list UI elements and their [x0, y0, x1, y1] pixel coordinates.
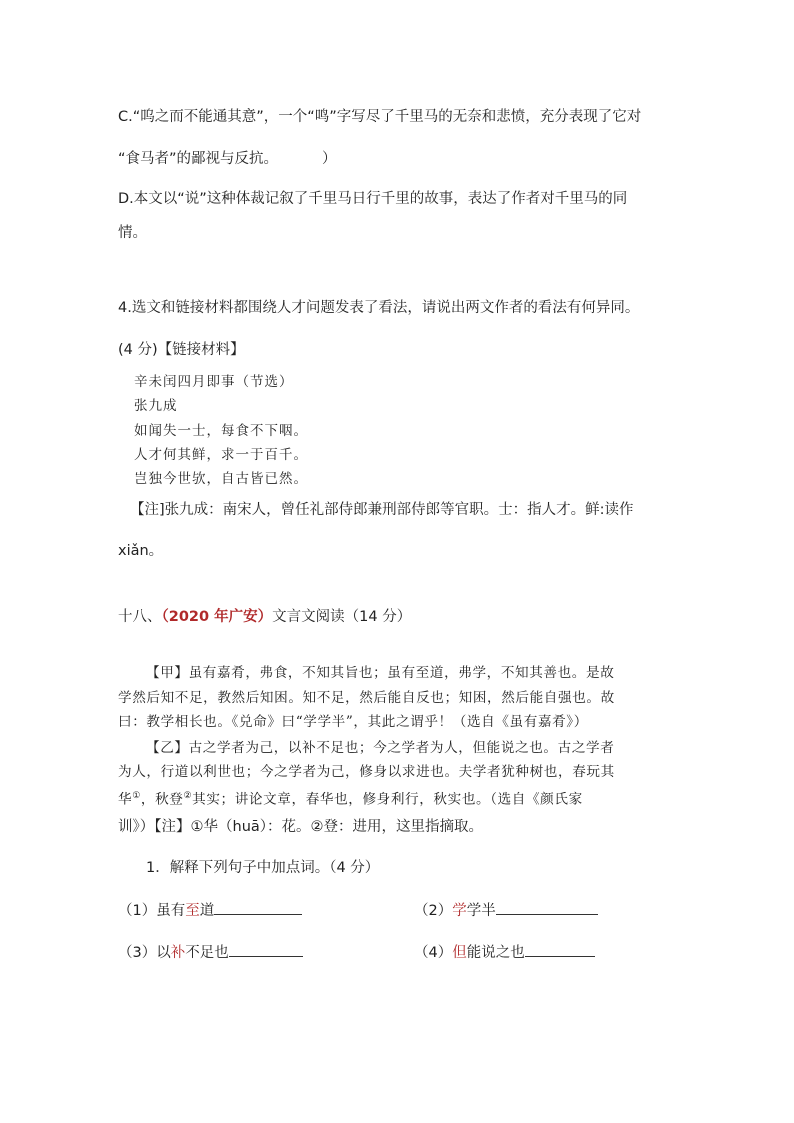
passage-yi-line4: 训》）【注】①华（huā）：花。②登：进用，这里指摘取。 [118, 819, 484, 835]
passage-yi-text-c: 其实；讲论文章，春华也，修身利行，秋实也。（选自《颜氏家 [192, 791, 583, 808]
question-4-line1: 4.选文和链接材料都围绕人才问题发表了看法，请说出两文作者的看法有何异同。 [118, 300, 640, 316]
poem-line-2: 人才何其鲜，求一于百千。 [134, 447, 308, 463]
item-pre-text: 以 [156, 945, 171, 961]
item-key-word: 但 [452, 945, 467, 961]
question-1-item-1 [118, 900, 302, 921]
item-post-text: 不足也 [185, 945, 229, 961]
answer-blank[interactable] [525, 942, 595, 957]
item-post-text: 道 [199, 903, 215, 919]
item-post-text: 学半 [466, 903, 496, 919]
answer-blank[interactable] [214, 900, 302, 915]
poem-author: 张九成 [134, 398, 178, 414]
item-number: （3） [118, 945, 157, 961]
item-key-word: 至 [185, 903, 200, 919]
passage-yi-line2: 为人，行道以利世也；今之学者为己，修身以求进也。夫学者犹种树也，春玩其 [118, 764, 615, 780]
item-post-text: 能说之也 [466, 945, 525, 961]
item-number: （2） [414, 903, 453, 919]
question-1-item-3 [118, 942, 303, 963]
option-c-paren: ） [322, 151, 337, 167]
question-1-item-2 [414, 900, 598, 921]
passage-jia-line2: 学然后知不足，教然后知困。知不足，然后能自反也；知困，然后能自强也。故 [118, 690, 615, 706]
question-1-prompt: 1．解释下列句子中加点词。（4 分） [146, 860, 380, 876]
footnote-marker-2: ② [183, 791, 193, 801]
option-d-line1: D.本文以“说”这种体裁记叙了千里马日行千里的故事，表达了作者对千里马的同 [118, 191, 628, 207]
option-d-line2: 情。 [118, 225, 147, 241]
answer-blank[interactable] [496, 900, 598, 915]
option-c-line1: C.“呜之而不能通其意”，一个“鸣”字写尽了千里马的无奈和悲愤，充分表现了它对 [118, 109, 642, 125]
answer-blank[interactable] [229, 942, 303, 957]
passage-yi-text-b: ，秋登 [140, 791, 184, 808]
section-title: 文言文阅读（14 分） [272, 609, 412, 625]
question-1-item-4 [414, 942, 595, 963]
option-c-text: “食马者”的鄙视与反抗。 [118, 151, 279, 167]
footnote-marker-1: ① [132, 791, 141, 801]
item-key-word: 学 [452, 903, 467, 919]
passage-yi-text-a: 华 [118, 791, 133, 808]
passage-jia-line1: 【甲】虽有嘉肴，弗食，不知其旨也；虽有至道，弗学，不知其善也。是故 [146, 665, 615, 681]
option-c-line2 [118, 149, 337, 169]
note-line1: 【注]张九成：南宋人，曾任礼部侍郎兼刑部侍郎等官职。士：指人才。鲜:读作 [130, 502, 634, 518]
item-key-word: 补 [170, 945, 186, 961]
item-number: （4） [414, 945, 453, 961]
section-number: 十八、 [118, 609, 162, 625]
item-pre-text: 虽有 [156, 903, 186, 919]
passage-yi-line3 [118, 786, 583, 810]
passage-jia-line3: 曰：教学相长也。《兑命》曰“学学半”，其此之谓乎！（选自《虽有嘉肴》） [118, 714, 588, 730]
section-18-heading [118, 607, 411, 627]
question-4-line2: (4 分)【链接材料】 [118, 342, 245, 358]
passage-yi-line1: 【乙】古之学者为己，以补不足也；今之学者为人，但能说之也。古之学者 [146, 740, 615, 756]
poem-title: 辛未闰四月即事（节选） [134, 374, 294, 390]
poem-line-3: 岂独今世欤，自古皆已然。 [134, 471, 308, 487]
note-line2: xiǎn。 [118, 543, 164, 559]
item-number: （1） [118, 903, 157, 919]
poem-line-1: 如闻失一士，每食不下咽。 [134, 423, 308, 439]
section-source: （2020 年广安） [161, 609, 273, 625]
